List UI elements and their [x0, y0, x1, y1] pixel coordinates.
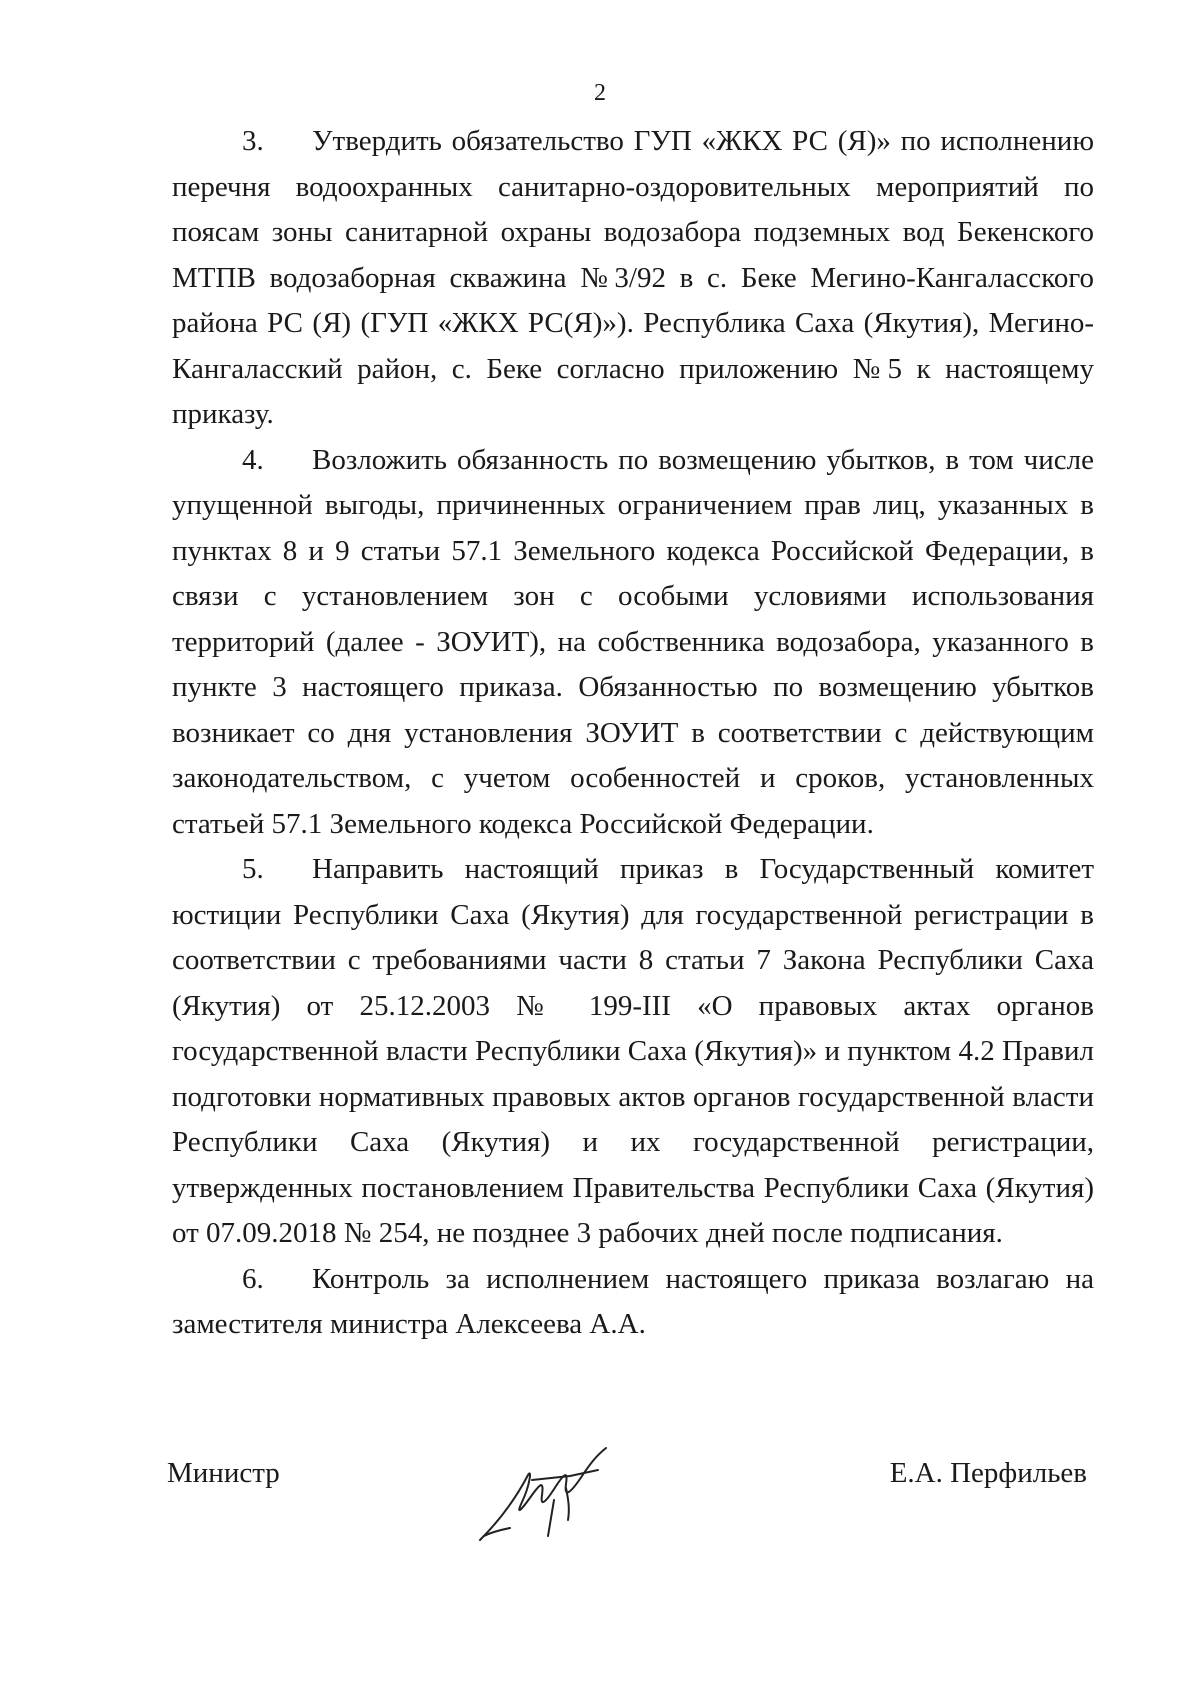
page-number: 2 [594, 80, 606, 106]
paragraph-text: Возложить обязанность по возмещению убытков, в том числе упущенной выгоды, причиненных ограничением прав лиц, указанных в пунктах 8 и 9 статьи 57.1 Земельного кодекса Российской Федерации, в связи с установлением зон с особыми условиями использования территорий (далее - ЗОУИТ), на собственника водозабора, указанного в пункте 3 настоящего приказа. Обязанностью по возмещению убытков возникает со дня установления ЗОУИТ в соответствии с действующим законодательством, с учетом особенностей и сроков, установленных статьей 57.1 Земельного кодекса Российской Федерации. [172, 443, 1094, 840]
paragraph-number: 5. [242, 853, 264, 885]
document-body [172, 119, 1094, 1348]
paragraph-6 [172, 1257, 1094, 1348]
paragraph-5 [172, 847, 1094, 1257]
paragraph-number: 6. [242, 1262, 264, 1295]
handwritten-signature-icon [470, 1440, 620, 1550]
signatory-title: Министр [167, 1457, 280, 1489]
signatory-name: Е.А. Перфильев [889, 1457, 1087, 1489]
paragraph-text: Направить настоящий приказ в Государственный комитет юстиции Республики Саха (Якутия) для государственной регистрации в соответствии с требованиями части 8 статьи 7 Закона Республики Саха (Якутия) от 25.12.2003 № 199-III «О правовых актах органов государственной власти Республики Саха (Якутия)» и пунктом 4.2 Правил подготовки нормативных правовых актов органов государственной власти Республики Саха (Якутия) и их государственной регистрации, утвержденных постановлением Правительства Республики Саха (Якутия) от 07.09.2018 № 254, не позднее 3 рабочих дней после подписания. [172, 853, 1094, 1249]
paragraph-number: 4. [242, 443, 264, 476]
paragraph-number: 3. [242, 125, 264, 157]
paragraph-text: Утвердить обязательство ГУП «ЖКХ РС (Я)» по исполнению перечня водоохранных санитарно-оздоровительных мероприятий по поясам зоны санитарной охраны водозабора подземных вод Бекенского МТПВ водозаборная скважина №3/92 в с. Беке Мегино-Кангаласского района РС (Я) (ГУП «ЖКХ РС(Я)»). Республика Саха (Якутия), Мегино-Кангаласский район, с. Беке согласно приложению №5 к настоящему приказу. [172, 125, 1094, 430]
paragraph-4 [172, 438, 1094, 848]
paragraph-3 [172, 119, 1094, 438]
paragraph-text: Контроль за исполнением настоящего приказа возлагаю на заместителя министра Алексеева А.А. [172, 1262, 1094, 1340]
